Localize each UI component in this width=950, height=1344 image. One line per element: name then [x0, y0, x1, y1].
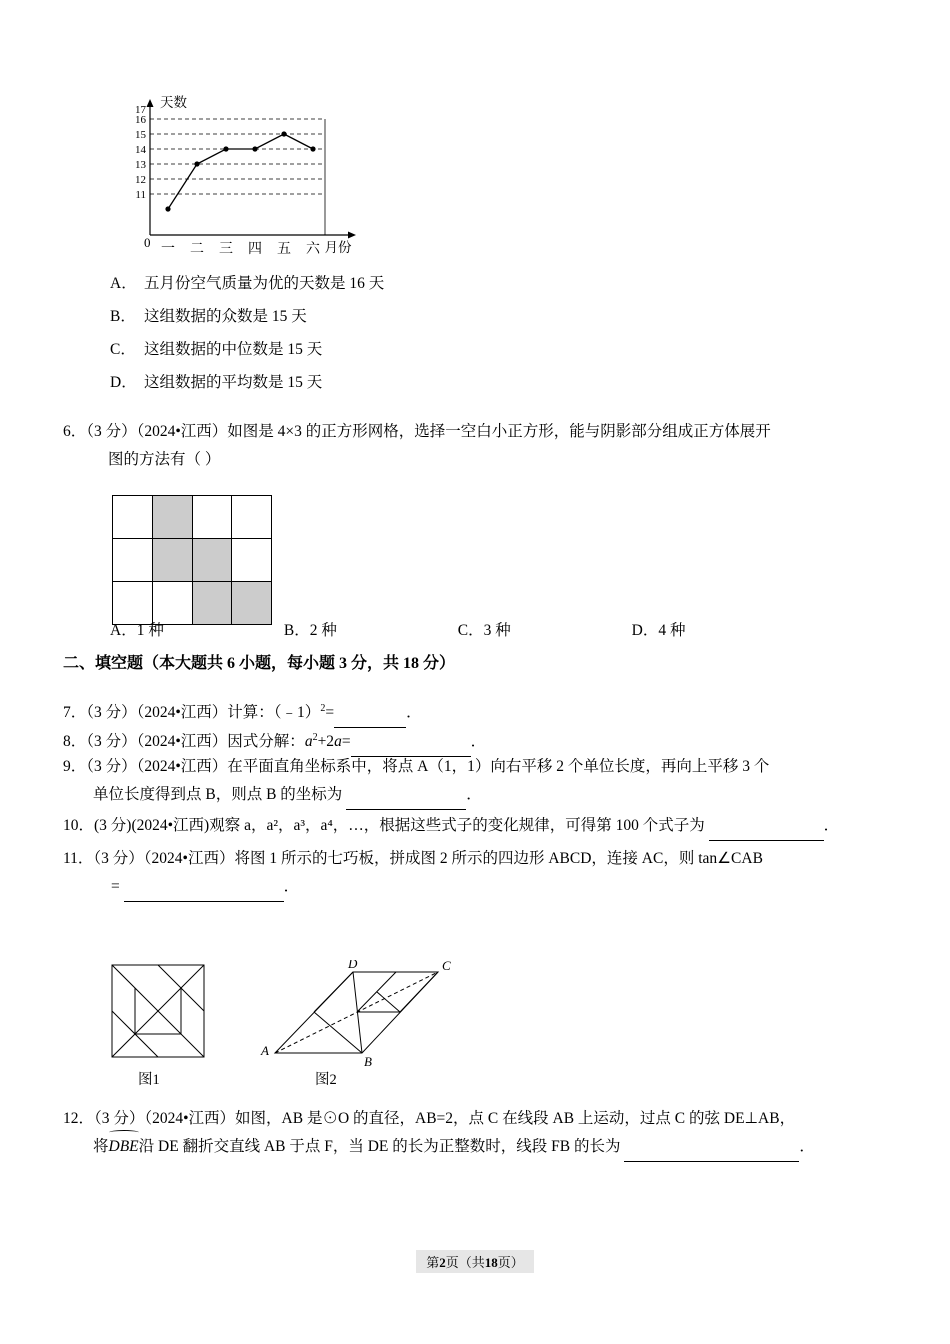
- q5-option-a: [110, 268, 910, 301]
- q6-option-d: [632, 618, 782, 640]
- q5-option-a-label: A．: [110, 275, 137, 293]
- q11-line1: 11．（3 分）（2024•江西）将图 1 所示的七巧板，拼成图 2 所示的四边形 ABCD，连接 AC，则 tan∠CAB: [63, 850, 763, 867]
- q9-answer-blank: [346, 781, 466, 810]
- footer-total: 18: [484, 1255, 498, 1270]
- q10-answer-blank: [709, 812, 824, 841]
- q12-arc-label: DBE: [109, 1133, 139, 1161]
- q5-option-b-text: 这组数据的众数是 15 天: [144, 308, 307, 326]
- q9-line2: 单位长度得到点 B，则点 B 的坐标为: [93, 786, 343, 803]
- q5-option-a-text: 五月份空气质量为优的天数是 16 天: [144, 275, 385, 293]
- grid-cell: [232, 496, 272, 539]
- q6-option-a-label: A．: [110, 622, 137, 639]
- grid-cell: [192, 496, 232, 539]
- q6-line1: 6．（3 分）（2024•江西）如图是 4×3 的正方形网格，选择一空白小正方形，能与阴影部分组成正方体展开: [63, 423, 771, 440]
- svg-text:二: 二: [190, 242, 204, 257]
- q5-option-d: [110, 367, 910, 400]
- tangram-svg: [100, 960, 520, 1080]
- footer-middle: 页（共: [445, 1255, 485, 1270]
- svg-text:12: 12: [135, 174, 146, 186]
- q6-option-a: [110, 618, 280, 640]
- svg-text:月份: 月份: [324, 240, 352, 255]
- q5-option-c: [110, 334, 910, 367]
- q5-option-b: [110, 301, 910, 334]
- q6-options: [110, 618, 910, 640]
- svg-text:14: 14: [135, 144, 146, 156]
- svg-text:11: 11: [135, 189, 146, 201]
- q12-line2-prefix: 将: [93, 1138, 109, 1155]
- q6-option-b-label: B．: [283, 622, 310, 639]
- q9-line1: 9．（3 分）（2024•江西）在平面直角坐标系中，将点 A（1，1）向右平移 2 个单位长度，再向上平移 3 个: [63, 758, 770, 775]
- footer-prefix: 第: [426, 1255, 440, 1270]
- q10-text: 10．(3 分)(2024•江西)观察 a，a²，a³，a⁴，…，根据这些式子的变化规律，可得第 100 个式子为: [63, 817, 705, 834]
- question-6: [63, 418, 893, 474]
- q12-line2-wrap: [93, 1133, 893, 1162]
- question-12: [63, 1105, 893, 1162]
- q6-line2: 图的方法有（ ）: [108, 451, 221, 468]
- q7-exponent: 2: [320, 703, 326, 714]
- q6-option-d-label: D．: [631, 622, 659, 639]
- q6-grid-table: [112, 495, 272, 625]
- footer-page: 2: [439, 1255, 446, 1270]
- grid-cell: [232, 539, 272, 582]
- q5-option-d-text: 这组数据的平均数是 15 天: [144, 374, 323, 392]
- footer-suffix: 页）: [497, 1255, 524, 1270]
- q11-line2-wrap: = ．: [111, 873, 893, 902]
- q6-option-c-text: 3 种: [483, 622, 511, 639]
- table-row: [113, 496, 272, 539]
- question-10: 10．(3 分)(2024•江西)观察 a，a²，a³，a⁴，…，根据这些式子的变化规律，可得第 100 个式子为 ．: [63, 812, 893, 841]
- question-9: [63, 753, 893, 810]
- grid-cell-shaded: [152, 539, 192, 582]
- svg-text:三: 三: [219, 242, 233, 257]
- question-8: 8．（3 分）（2024•江西）因式分解：$a^2+2a=$ ．: [63, 724, 893, 757]
- q6-option-d-text: 4 种: [658, 622, 686, 639]
- page-footer: [0, 1250, 950, 1273]
- grid-cell-shaded: [152, 496, 192, 539]
- q5-option-d-label: D．: [110, 374, 137, 392]
- tangram-figures: [100, 960, 520, 1088]
- svg-text:一: 一: [161, 242, 175, 257]
- svg-text:六: 六: [306, 242, 320, 257]
- q8-expr-b: +2: [317, 733, 335, 751]
- grid-cell: [113, 539, 153, 582]
- q11-line2: =: [111, 878, 120, 895]
- q6-option-c-label: C．: [457, 622, 484, 639]
- q9-line2-wrap: 单位长度得到点 B，则点 B 的坐标为 ．: [93, 781, 893, 810]
- q5-option-c-label: C．: [110, 341, 136, 359]
- svg-text:13: 13: [135, 159, 146, 171]
- figure-label-A: A: [261, 1043, 269, 1058]
- figure-label-C: C: [442, 960, 451, 973]
- grid-cell-shaded: [192, 539, 232, 582]
- svg-text:17: 17: [135, 104, 146, 116]
- q5-option-b-label: B．: [110, 308, 136, 326]
- q6-option-a-text: 1 种: [136, 622, 164, 639]
- q6-option-b: [284, 618, 454, 640]
- q8-expr-c: a: [334, 733, 342, 751]
- svg-text:五: 五: [277, 242, 291, 257]
- q11-answer-blank: [124, 873, 284, 902]
- q12-answer-blank: [624, 1133, 799, 1162]
- question-7: 7．（3 分）（2024•江西）计算：（﹣1）$^2$= ．: [63, 695, 893, 728]
- svg-text:16: 16: [135, 114, 146, 126]
- q5-option-c-text: 这组数据的中位数是 15 天: [144, 341, 323, 359]
- page-number-box: [416, 1250, 534, 1273]
- q7-text: 7．（3 分）（2024•江西）计算：（﹣1）: [63, 704, 321, 722]
- figure-label-D: D: [348, 960, 358, 971]
- q8-equals: =: [341, 733, 351, 751]
- q8-expr-sup: 2: [312, 732, 318, 743]
- air-quality-line-chart: [110, 95, 410, 255]
- q6-option-b-text: 2 种: [309, 622, 337, 639]
- figure-label-B: B: [364, 1054, 372, 1069]
- svg-text:四: 四: [248, 242, 262, 257]
- q7-equals: =: [325, 704, 335, 722]
- q6-option-c: [458, 618, 628, 640]
- q12-line1: 12．（3 分）（2024•江西）如图，AB 是⊙O 的直径，AB=2，点 C 在线段 AB 上运动，过点 C 的弦 DE⊥AB，: [63, 1110, 796, 1127]
- grid-cell: [113, 496, 153, 539]
- svg-text:15: 15: [135, 129, 146, 141]
- section-2-heading: 二、填空题（本大题共 6 小题，每小题 3 分，共 18 分）: [63, 655, 456, 672]
- q8-expr-a: a: [304, 733, 313, 751]
- q6-grid-figure: [112, 495, 272, 615]
- table-row: [113, 539, 272, 582]
- q12-line2-text: 沿 DE 翻折交直线 AB 于点 F，当 DE 的长为正整数时，线段 FB 的长为: [138, 1138, 621, 1155]
- chart-svg: [110, 95, 410, 260]
- figure-2-caption: 图2: [315, 1072, 337, 1088]
- q5-options: [110, 268, 910, 400]
- svg-text:天数: 天数: [160, 95, 187, 110]
- q12-end: ．: [799, 1138, 815, 1155]
- question-11: [63, 845, 893, 902]
- q8-text: 8．（3 分）（2024•江西）因式分解：: [63, 733, 305, 751]
- figure-1-caption: 图1: [138, 1072, 160, 1088]
- svg-text:0: 0: [144, 235, 151, 250]
